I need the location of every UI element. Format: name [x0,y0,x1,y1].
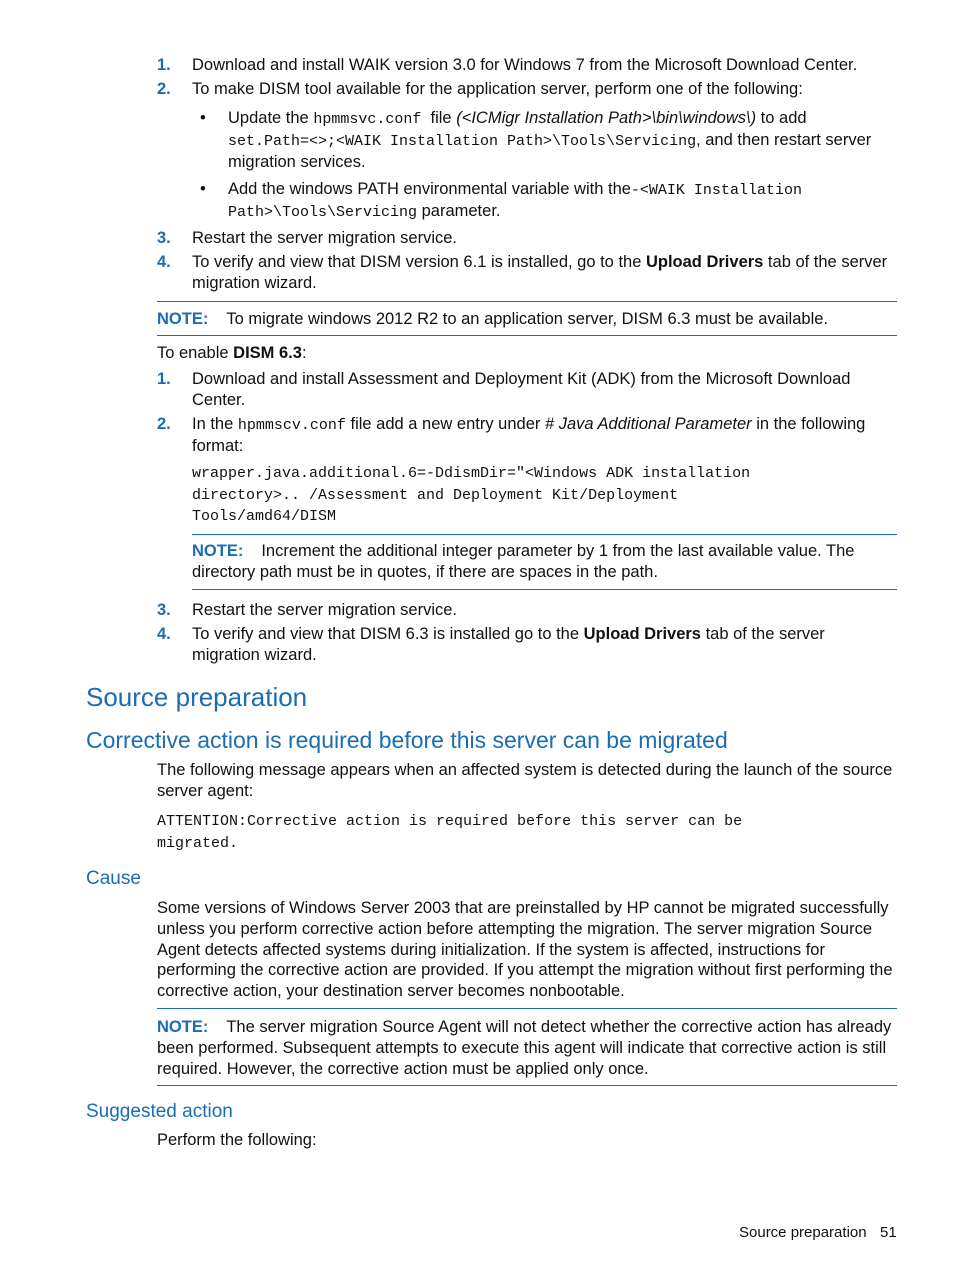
note3-rule-top [157,1008,897,1009]
list1-item-1: Download and install WAIK version 3.0 for Windows 7 from the Microsoft Download Center. [192,56,858,74]
page-number: 51 [880,1224,897,1241]
corrective-paragraph: The following message appears when an affected system is detected during the launch of the source server agent: [157,761,893,800]
enable-dism-line: To enable DISM 6.3: [157,344,307,362]
heading-cause: Cause [86,868,141,889]
note-rule-top [157,301,897,302]
conf-filename: hpmmsvc.conf [313,111,422,128]
list1-num-3: 3. [157,229,171,247]
note-2: NOTE: Increment the additional integer parameter by 1 from the last available value. The directory path must be in quotes, if there are spaces in the path. [192,542,855,581]
heading-source-preparation: Source preparation [86,682,308,712]
note-label: NOTE: [157,1018,209,1036]
note2-rule-top [192,534,897,535]
bullet-item-2: Add the windows PATH environmental variable with the-<WAIK Installation Path>\Tools\Servicing parameter. [228,180,802,221]
conf-filename-2: hpmmscv.conf [237,417,346,434]
list2-num-4: 4. [157,625,171,643]
list2-item-3: Restart the server migration service. [192,601,458,619]
list1-num-4: 4. [157,253,171,271]
heading-suggested-action: Suggested action [86,1101,233,1122]
suggested-paragraph: Perform the following: [157,1131,317,1149]
path-code: set.Path=<>;<WAIK Installation Path>\Tools\Servicing [228,133,697,150]
note-label: NOTE: [192,542,244,560]
note3-rule-bottom [157,1085,897,1086]
list1-item-4: To verify and view that DISM version 6.1 is installed, go to the Upload Drivers tab of the server migration wizard. [192,253,888,292]
list2-item-4: To verify and view that DISM 6.3 is installed go to the Upload Drivers tab of the server migration wizard. [192,625,825,664]
list2-item-2: In the hpmmscv.conf file add a new entry under # Java Additional Parameter in the following format: [192,415,866,455]
list1-item-3: Restart the server migration service. [192,229,458,247]
list2-num-1: 1. [157,370,171,388]
footer-section: Source preparation [739,1224,867,1241]
bullet-1: • [200,109,206,127]
path-param-code: -<WAIK Installation Path>\Tools\Servicing [228,182,802,221]
list2-num-2: 2. [157,415,171,433]
bullet-2: • [200,180,206,198]
heading-corrective-action: Corrective action is required before this server can be migrated [86,727,728,753]
cause-paragraph: Some versions of Windows Server 2003 that are preinstalled by HP cannot be migrated successfully unless you perform corrective action before attempting the migration. The server migration Source Agent detects affected systems during initialization. If the system is affected, instructions for performing the corrective action are provided. If you attempt the migration without first performing the corrective action, your destination server becomes nonbootable. [157,899,893,1001]
note-rule-bottom [157,335,897,336]
attention-code: ATTENTION:Corrective action is required before this server can be migrated. [157,813,743,852]
list1-item-2: To make DISM tool available for the application server, perform one of the following: [192,80,803,98]
list2-num-3: 3. [157,601,171,619]
note2-rule-bottom [192,589,897,590]
code-block: wrapper.java.additional.6=-DdismDir="<Windows ADK installation directory>.. /Assessment and Deployment Kit/Deployment Tools/amd64/DISM [192,465,751,525]
list1-num-1: 1. [157,56,171,74]
note-label: NOTE: [157,310,209,328]
note-1: NOTE: To migrate windows 2012 R2 to an application server, DISM 6.3 must be available. [157,310,828,328]
note-3: NOTE: The server migration Source Agent will not detect whether the corrective action has already been performed. Subsequent attempts to execute this agent will indicate that corrective action is still required. However, the corrective action must be applied only once. [157,1018,892,1078]
list1-num-2: 2. [157,80,171,98]
bullet-item-1: Update the hpmmsvc.conf file (<ICMigr Installation Path>\bin\windows\) to add set.Path=<>;<WAIK Installation Path>\Tools\Servicing, and then restart server migration services. [228,109,872,171]
list2-item-1: Download and install Assessment and Deployment Kit (ADK) from the Microsoft Download Center. [192,370,851,409]
